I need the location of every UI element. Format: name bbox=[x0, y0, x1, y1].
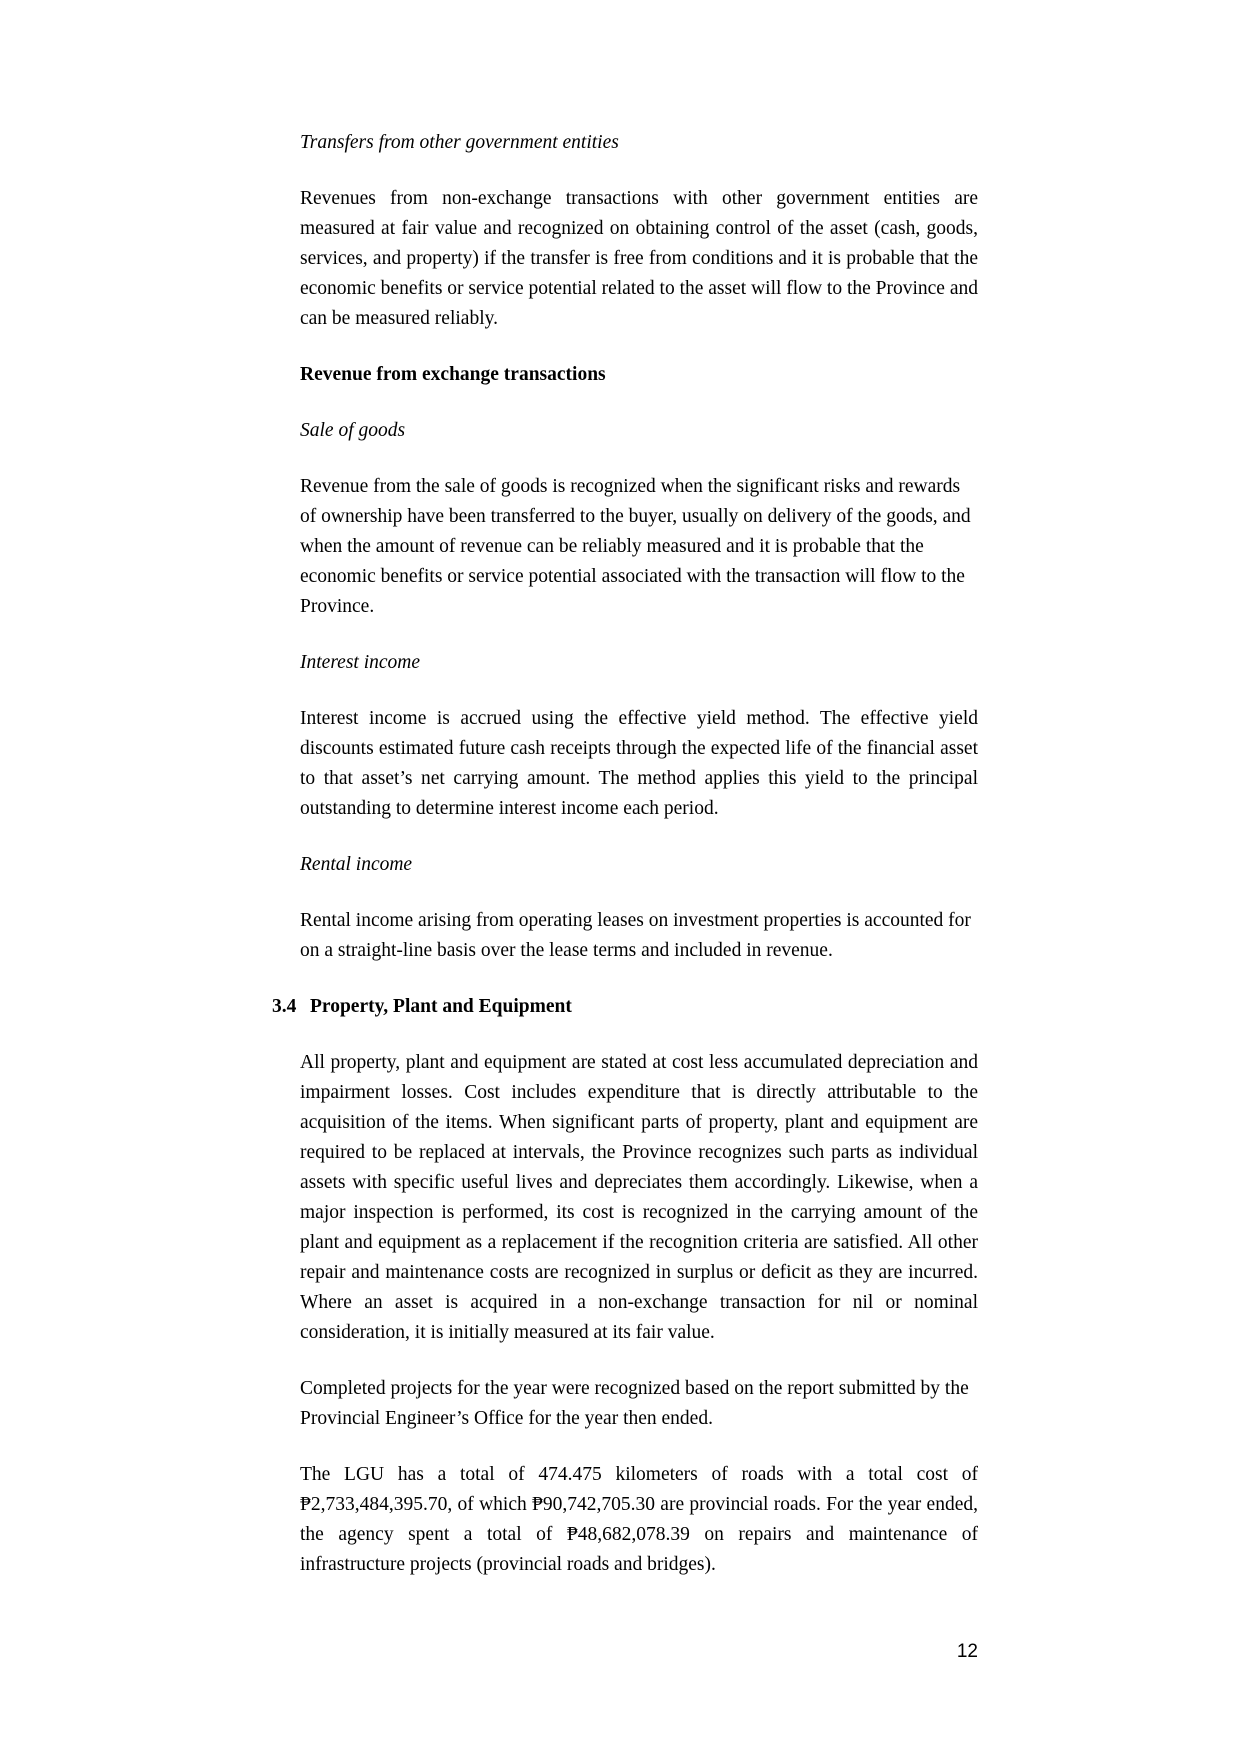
section-number: 3.4 bbox=[272, 996, 297, 1017]
section-heading-3-4 bbox=[272, 992, 978, 1022]
heading-rental-income: Rental income bbox=[300, 854, 413, 875]
page-content-column bbox=[272, 128, 978, 1606]
paragraph-ppe-measurement: All property, plant and equipment are stated at cost less accumulated depreciation and impairment losses. Cost includes expenditure that is directly attributable to the acquisition of the items. When significant parts of property, plant and equipment are required to be replaced at intervals, the Province recognizes such parts as individual assets with specific useful lives and depreciates them accordingly. Likewise, when a major inspection is performed, its cost is recognized in the carrying amount of the plant and equipment as a replacement if the recognition criteria are satisfied. All other repair and maintenance costs are recognized in surplus or deficit as they are incurred. Where an asset is acquired in a non-exchange transaction for nil or nominal consideration, it is initially measured at its fair value. bbox=[300, 1052, 978, 1343]
paragraph-interest-income: Interest income is accrued using the effective yield method. The effective yield discounts estimated future cash receipts through the expected life of the financial asset to that asset’s net carrying amount. The method applies this yield to the principal outstanding to determine interest income each period. bbox=[300, 708, 978, 819]
page-number: 12 bbox=[956, 1641, 978, 1662]
heading-transfers-from-other-government-entities: Transfers from other government entities bbox=[300, 132, 619, 153]
heading-sale-of-goods: Sale of goods bbox=[300, 420, 406, 441]
paragraph-ppe-completed-projects: Completed projects for the year were recognized based on the report submitted by the Provincial Engineer’s Office for the year then ended. bbox=[300, 1378, 969, 1429]
heading-interest-income: Interest income bbox=[300, 652, 421, 673]
paragraph-transfers-from-other-government-entities: Revenues from non-exchange transactions with other government entities are measured at fair value and recognized on obtaining control of the asset (cash, goods, services, and property) if the transfer is free from conditions and it is probable that the economic benefits or service potential related to the asset will flow to the Province and can be measured reliably. bbox=[300, 188, 978, 329]
section-title: Property, Plant and Equipment bbox=[310, 996, 572, 1017]
paragraph-ppe-road-figures: The LGU has a total of 474.475 kilometers of roads with a total cost of ₱2,733,484,395.70, of which ₱90,742,705.30 are provincial roads. For the year ended, the agency spent a total of ₱48,682,078.39 on repairs and maintenance of infrastructure projects (provincial roads and bridges). bbox=[300, 1464, 978, 1575]
paragraph-sale-of-goods: Revenue from the sale of goods is recognized when the significant risks and rewards of ownership have been transferred to the buyer, usually on delivery of the goods, and when the amount of revenue can be reliably measured and it is probable that the economic benefits or service potential associated with the transaction will flow to the Province. bbox=[300, 476, 971, 617]
heading-revenue-from-exchange-transactions: Revenue from exchange transactions bbox=[300, 364, 606, 385]
paragraph-rental-income: Rental income arising from operating leases on investment properties is accounted for on a straight-line basis over the lease terms and included in revenue. bbox=[300, 910, 971, 961]
